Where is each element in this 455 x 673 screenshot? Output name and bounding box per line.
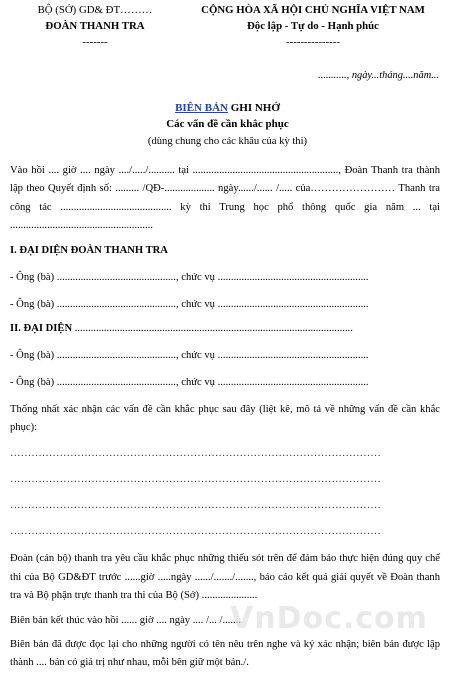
- motto: Độc lập - Tự do - Hạnh phúc: [247, 20, 379, 32]
- end-time-paragraph: Biên bản kết thúc vào hồi ...... giờ .... ngày .... /... /.......: [10, 614, 241, 626]
- document-body: [10, 162, 440, 673]
- title-block: [0, 100, 455, 151]
- issue-dotted-line: ……………………………………………………………………………………………: [10, 448, 381, 460]
- representative-row: - Ông (bà) ............................................., chức vụ .........................................................: [10, 349, 369, 361]
- title-link[interactable]: BIÊN BẢN: [175, 102, 228, 114]
- watermark-logo: VnDoc.com: [230, 601, 428, 636]
- inspection-team-line: ĐOÀN THANH TRA: [45, 20, 145, 32]
- country-name: CỘNG HÒA XÃ HỘI CHỦ NGHĨA VIỆT NAM: [201, 4, 425, 16]
- document-subtitle: Các vấn đề cần khắc phục: [166, 118, 289, 130]
- representative-heading-text: II. ĐẠI DIỆN: [10, 322, 73, 334]
- left-divider: -------: [82, 36, 108, 48]
- document-title: [0, 100, 455, 116]
- issue-dotted-line: ……………………………………………………………………………………………: [10, 500, 381, 512]
- national-motto-block: [178, 2, 448, 50]
- representative-heading-dots: .........................................................................................................: [72, 322, 353, 334]
- right-divider: ---------------: [286, 36, 340, 48]
- intro-paragraph: Vào hồi .... giờ .... ngày ..../...../.......... tại ......................................................., Đoàn Thanh tra thành lập theo Quyết định số: ......... /QĐ-................... ngày....../...... /..... của…………………… Thanh tra công tác .......................................... kỳ thi Trung học phổ thông quốc gia năm ... tại ......................................................: [10, 165, 440, 232]
- document-header: [0, 2, 455, 62]
- issuing-agency-block: [10, 2, 180, 50]
- representative-row: - Ông (bà) ............................................., chức vụ .........................................................: [10, 376, 369, 388]
- inspection-member-row: - Ông (bà) ............................................., chức vụ .........................................................: [10, 298, 369, 310]
- title-rest: GHI NHỚ: [227, 102, 280, 114]
- issue-dotted-line: ……………………………………………………………………………………………: [10, 526, 381, 538]
- usage-note: (dùng chung cho các khâu của kỳ thi): [147, 136, 308, 147]
- section-representative-heading: [10, 320, 440, 338]
- issue-dotted-line: ……………………………………………………………………………………………: [10, 474, 381, 486]
- agreement-paragraph: Thống nhất xác nhận các vấn đề cần khắc phục sau đây (liệt kê, mô tả về những vấn đề cần khắc phục):: [10, 403, 440, 434]
- request-paragraph: Đoàn (cán bộ) thanh tra yêu cầu khắc phục những thiếu sót trên để đảm bảo thực hiện đúng quy chế thi của Bộ GD&ĐT trước ......giờ .....ngày ....../......./......., báo cáo kết quả giải quyết về Đoàn thanh tra và Bộ phận trực thanh tra thi của Bộ (Sở) .....................: [10, 553, 440, 602]
- section-inspection-team-heading: I. ĐẠI DIỆN ĐOÀN THANH TRA: [10, 244, 168, 256]
- date-line: ..........., ngày...tháng....năm...: [318, 70, 439, 81]
- inspection-member-row: - Ông (bà) ............................................., chức vụ .........................................................: [10, 271, 369, 283]
- ministry-line: BỘ (SỞ) GD& ĐT………: [37, 4, 153, 16]
- reading-confirmation-paragraph: Biên bản đã được đọc lại cho những người có tên nêu trên nghe và ký xác nhận; biên bản được lập thành .... bản có giá trị như nhau, mỗi bên giữ một bản./.: [10, 639, 440, 669]
